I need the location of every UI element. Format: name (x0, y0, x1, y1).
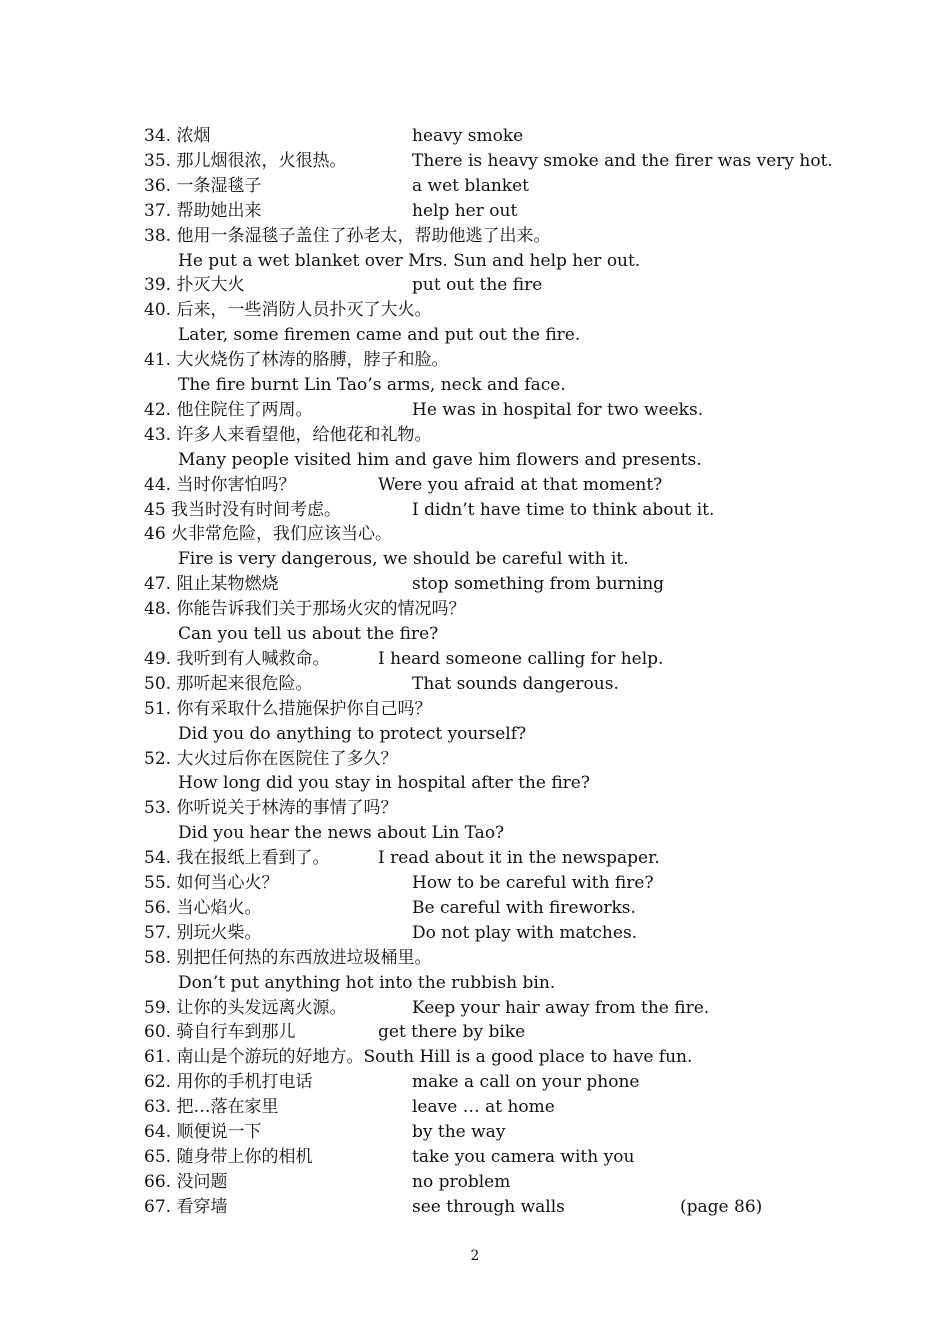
vocab-line (0, 622, 950, 647)
chinese-text: 37. 帮助她出来 (144, 200, 262, 221)
chinese-text: 51. 你有采取什么措施保护你自己吗？ (144, 698, 432, 719)
chinese-text: 46 火非常危险，我们应该当心。 (144, 524, 393, 545)
chinese-text: 50. 那听起来很危险。 (144, 673, 313, 694)
english-text: There is heavy smoke and the firer was very hot. (412, 150, 833, 171)
english-text: see through walls (412, 1196, 565, 1217)
chinese-text: 38. 他用一条湿毯子盖住了孙老太，帮助他逃了出来。 (144, 225, 551, 246)
chinese-text: 40. 后来，一些消防人员扑灭了大火。 (144, 300, 432, 321)
english-text: Did you do anything to protect yourself? (178, 723, 527, 744)
vocab-line (0, 448, 950, 473)
vocab-line (0, 896, 950, 921)
english-text: Keep your hair away from the fire. (412, 997, 710, 1018)
english-text: put out the fire (412, 275, 543, 296)
english-text: heavy smoke (412, 126, 524, 146)
english-text: leave … at home (412, 1097, 555, 1118)
vocab-line (0, 473, 950, 498)
english-text: help her out (412, 200, 518, 221)
vocab-line (0, 522, 950, 547)
vocab-line (0, 697, 950, 722)
chinese-text: 47. 阻止某物燃烧 (144, 574, 279, 595)
chinese-text: 52. 大火过后你在医院住了多久？ (144, 748, 398, 769)
inline-pair (144, 1045, 692, 1070)
page-number: 2 (470, 1248, 480, 1264)
chinese-text: 67. 看穿墙 (144, 1196, 228, 1217)
chinese-text: 54. 我在报纸上看到了。 (144, 848, 330, 869)
vocab-line (0, 747, 950, 772)
english-text: stop something from burning (412, 574, 665, 595)
vocab-line (0, 323, 950, 348)
vocab-line (0, 273, 950, 298)
chinese-text: 65. 随身带上你的相机 (144, 1146, 313, 1167)
vocab-line (0, 722, 950, 747)
english-text: make a call on your phone (412, 1072, 640, 1093)
english-text: I read about it in the newspaper. (378, 848, 660, 869)
vocab-line (0, 547, 950, 572)
vocab-line (0, 373, 950, 398)
vocab-line (0, 298, 950, 323)
chinese-text: 49. 我听到有人喊救命。 (144, 648, 330, 669)
english-text: Many people visited him and gave him flowers and presents. (178, 449, 702, 470)
vocab-line (0, 224, 950, 249)
vocab-line (0, 796, 950, 821)
vocab-line (0, 971, 950, 996)
chinese-text: 63. 把…落在家里 (144, 1097, 279, 1118)
english-text: Do not play with matches. (412, 922, 638, 943)
vocab-line (0, 124, 950, 149)
vocab-line (0, 647, 950, 672)
english-text: I didn’t have time to think about it. (412, 499, 715, 520)
vocab-line (0, 1095, 950, 1120)
vocab-line (0, 921, 950, 946)
vocab-line (0, 149, 950, 174)
vocab-line (0, 871, 950, 896)
chinese-text: 60. 骑自行车到那儿 (144, 1022, 296, 1043)
english-text: Did you hear the news about Lin Tao? (178, 823, 505, 844)
vocab-line (0, 572, 950, 597)
chinese-text: 42. 他住院住了两周。 (144, 399, 313, 420)
chinese-text: 43. 许多人来看望他，给他花和礼物。 (144, 424, 432, 445)
vocab-line (0, 672, 950, 697)
english-text: That sounds dangerous. (412, 673, 619, 694)
english-text: South Hill is a good place to have fun. (363, 1047, 693, 1068)
chinese-text: 48. 你能告诉我们关于那场火灾的情况吗？ (144, 599, 466, 620)
chinese-text: 45 我当时没有时间考虑。 (144, 499, 342, 520)
chinese-text: 35. 那儿烟很浓，火很热。 (144, 150, 347, 171)
chinese-text: 57. 别玩火柴。 (144, 922, 262, 943)
chinese-text: 55. 如何当心火？ (144, 873, 279, 893)
chinese-text: 61. 南山是个游玩的好地方。 (144, 1047, 364, 1068)
vocab-line (0, 423, 950, 448)
english-text: Be careful with fireworks. (412, 897, 636, 918)
page-reference: (page 86) (680, 1196, 763, 1217)
english-text: Later, some firemen came and put out the fire. (178, 325, 581, 346)
english-text: I heard someone calling for help. (378, 648, 664, 669)
chinese-text: 59. 让你的头发远离火源。 (144, 997, 347, 1018)
vocab-line (0, 199, 950, 224)
vocab-line (0, 1020, 950, 1045)
english-text: no problem (412, 1171, 511, 1192)
vocab-line (0, 846, 950, 871)
vocab-line (0, 1120, 950, 1145)
english-text: get there by bike (378, 1022, 526, 1043)
english-text: Were you afraid at that moment? (378, 474, 663, 495)
english-text: Can you tell us about the fire? (178, 624, 439, 644)
english-text: Don’t put anything hot into the rubbish bin. (178, 972, 556, 993)
vocab-line (0, 348, 950, 373)
chinese-text: 64. 顺便说一下 (144, 1122, 262, 1142)
chinese-text: 34. 浓烟 (144, 126, 211, 146)
vocab-line (0, 996, 950, 1021)
chinese-text: 66. 没问题 (144, 1171, 228, 1192)
vocab-line (0, 498, 950, 523)
vocab-line (0, 1070, 950, 1095)
chinese-text: 56. 当心焰火。 (144, 897, 262, 918)
english-text: by the way (412, 1122, 506, 1142)
english-text: a wet blanket (412, 175, 529, 196)
vocab-line (0, 1170, 950, 1195)
chinese-text: 39. 扑灭大火 (144, 275, 245, 296)
english-text: He was in hospital for two weeks. (412, 399, 704, 420)
vocab-line (0, 1045, 950, 1070)
english-text: How to be careful with fire? (412, 873, 654, 893)
chinese-text: 53. 你听说关于林涛的事情了吗？ (144, 798, 398, 819)
vocab-line (0, 398, 950, 423)
chinese-text: 41. 大火烧伤了林涛的胳膊，脖子和脸。 (144, 350, 449, 371)
vocab-line (0, 249, 950, 274)
vocab-line (0, 174, 950, 199)
vocab-line (0, 771, 950, 796)
chinese-text: 36. 一条湿毯子 (144, 175, 262, 196)
vocab-line (0, 946, 950, 971)
vocab-line (0, 597, 950, 622)
chinese-text: 58. 别把任何热的东西放进垃圾桶里。 (144, 947, 432, 968)
english-text: He put a wet blanket over Mrs. Sun and help her out. (178, 250, 641, 271)
vocab-line (0, 821, 950, 846)
english-text: take you camera with you (412, 1146, 635, 1167)
chinese-text: 62. 用你的手机打电话 (144, 1072, 313, 1093)
chinese-text: 44. 当时你害怕吗？ (144, 474, 296, 495)
english-text: How long did you stay in hospital after the fire? (178, 773, 590, 794)
vocab-line (0, 1145, 950, 1170)
english-text: Fire is very dangerous, we should be careful with it. (178, 549, 629, 570)
vocab-line (0, 1195, 950, 1220)
english-text: The fire burnt Lin Tao’s arms, neck and face. (178, 375, 566, 395)
